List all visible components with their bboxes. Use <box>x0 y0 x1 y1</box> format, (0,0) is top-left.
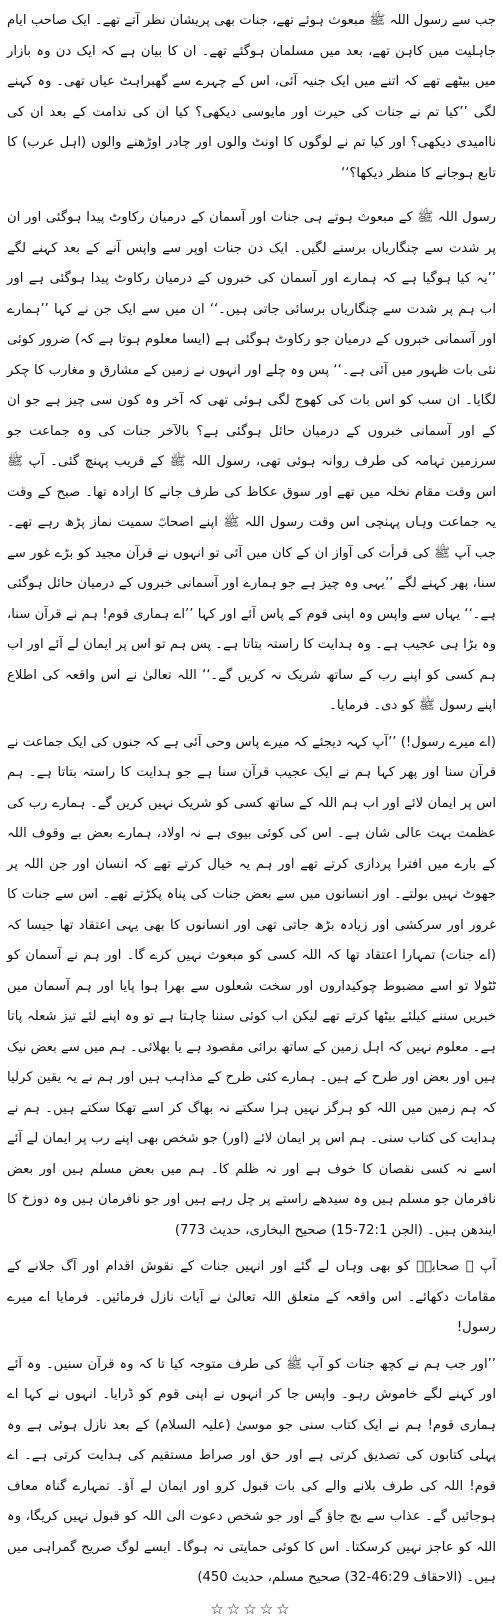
paragraph-jinn-kahin-account: جب سے رسول اللہ ﷺ مبعوث ہوئے تھے، جنات بھی پریشان نظر آتے تھے۔ ایک صاحب ایام جاہلیت میں کاہن تھے، بعد میں مسلمان ہوگئے تھے۔ ان کا بیان ہے کہ ایک دن وہ بازار میں بیٹھے تھے کہ اتنے میں ایک جنیہ آئی، اس کے چہرے سے گھبراہٹ عیاں تھی۔ وہ کہنے لگی ’’کیا تم نے جنات کی حیرت اور مایوسی دیکھی؟ کیا ان کی ندامت کے بعد ان کی ناامیدی دیکھی؟ اور کیا تم نے لوگوں کا اونٹ والوں اور چادر اوڑھنے والوں (اہل عرب) کا تابع ہوجانے کا منظر دیکھا؟‘‘ <box>7 13 496 181</box>
paragraph-jinn-hear-quran: رسول اللہ ﷺ کے مبعوث ہوتے ہی جنات اور آسمان کے درمیان رکاوٹ پیدا ہوگئی اور ان پر شدت سے چنگاریاں برسنے لگیں۔ ایک دن جنات اوپر سے واپس آنے کے بعد کہنے لگے ’’یہ کیا ہوگیا ہے کہ ہمارے اور آسمان کی خبروں کے درمیان رکاوٹ پیدا ہوگئی ہے اور اب ہم پر شدت سے چنگاریاں برسائی جاتی ہیں۔‘‘ ان میں سے ایک جن نے کہا ’’ہمارے اور آسمانی خبروں کے درمیان جو رکاوٹ ہوگئی ہے (ایسا معلوم ہوتا ہے کہ) ضرور کوئی نئی بات ظہور میں آئی ہے۔‘‘ پس وہ چلے اور انہوں نے زمین کے مشارق و مغارب کا چکر لگایا۔ ان سب کو اس بات کی کھوج لگی ہوئی تھی کہ آخر وہ کون سی چیز ہے جو ان کے اور آسمانی خبروں کے درمیان حائل ہوگئی ہے؟ بالآخر جنات کی وہ جماعت جو سرزمین تہامہ کی طرف روانہ ہوئی تھی، رسول اللہ ﷺ کے قریب پہنچ گئی۔ آپ ﷺ اس وقت مقام نخلہ میں تھے اور سوق عکاظ کی طرف جانے کا ارادہ تھا۔ صبح کے وقت یہ جماعت وہاں پہنچی اس وقت رسول اللہ ﷺ اپنے اصحابؓ سمیت نماز پڑھ رہے تھے۔ جب آپ ﷺ کی قرأت کی آواز ان کے کان میں آئی تو انہوں نے قرآن مجید کو بڑے غور سے سنا، پھر کہنے لگے ’’یہی وہ چیز ہے جو ہمارے اور آسمانی خبروں کے درمیان حائل ہوگئی ہے۔‘‘ یہاں سے واپس وہ اپنی قوم کے پاس آئے اور کہا ’’اے ہماری قوم! ہم نے قرآن سنا، وہ بڑا ہی عجیب ہے۔ وہ ہدایت کا راستہ بتاتا ہے۔ پس ہم تو اس پر ایمان لے آئے اور اب ہم کسی کو اپنے رب کے ساتھ شریک نہ کریں گے۔‘‘ اللہ تعالیٰ نے اس واقعہ کی اطلاع اپنے رسول ﷺ کو دی۔ فرمایا۔ <box>7 210 496 713</box>
paragraph-surah-jinn-quote: (اے میرے رسول!) ’’آپ کہہ دیجئے کہ میرے پاس وحی آئی ہے کہ جنوں کی ایک جماعت نے قرآن سنا اور پھر کہا ہم نے ایک عجیب قرآن سنا ہے جو ہدایت کا راستہ بتاتا ہے۔ ہم اس پر ایمان لائے اور اب ہم اللہ کے ساتھ کسی کو شریک نہیں کریں گے۔ ہمارے رب کی عظمت بہت عالی شان ہے۔ اس کی کوئی بیوی ہے نہ اولاد، ہمارے بعض بے وقوف اللہ کے بارے میں افترا پردازی کرتے تھے اور ہم یہ خیال کرتے تھے کہ انسان اور جن اللہ پر جھوٹ نہیں بولتے۔ اور انسانوں میں سے بعض جنات کی پناہ پکڑتے تھے۔ اس سے جنات کا غرور اور سرکشی اور زیادہ بڑھ جاتی تھی اور انسانوں کا بھی یہی اعتقاد تھا جیسا کہ (اے جنات) تمہارا اعتقاد تھا کہ اللہ کسی کو مبعوث نہیں کرے گا۔ اور ہم نے آسمان کو ٹٹولا تو اسے مضبوط چوکیداروں اور سخت شعلوں سے بھرا ہوا پایا اور ہم آسمان میں خبریں سننے کیلئے بیٹھا کرتے تھے لیکن اب کوئی سننا چاہتا ہے تو وہ اپنے لئے تیز شعلہ پاتا ہے۔ معلوم نہیں کہ اہل زمین کے ساتھ برائی مقصود ہے یا بھلائی۔ ہم میں سے بعض نیک ہیں اور بعض اور طرح کے ہیں۔ ہمارے کئی طرح کے مذاہب ہیں اور ہم نے یہ یقین کرلیا کہ ہم زمین میں اللہ کو ہرگز نہیں ہرا سکتے نہ بھاگ کر اسے تھکا سکتے ہیں۔ ہم نے ہدایت کی کتاب سنی۔ ہم اس پر ایمان لائے (اور) جو شخص بھی اپنے رب پر ایمان لے آئے اسے نہ کسی نقصان کا خوف ہے اور نہ ظلم کا۔ ہم میں بعض مسلم ہیں اور بعض نافرمان جو مسلم ہیں وہ سیدھے راستے پر چل رہے ہیں اور جو نافرمان ہیں وہ دوزخ کا ایندھن ہیں۔ (الجن 72:1-15) صحیح البخاری، حدیث 773) <box>7 734 496 1238</box>
paragraph-surah-ahqaf-quote: ’’اور جب ہم نے کچھ جنات کو آپ ﷺ کی طرف متوجہ کیا تا کہ وہ قرآن سنیں۔ وہ آئے اور کہنے لگے خاموش رہو۔ واپس جا کر انہوں نے اپنی قوم کو ڈرایا۔ انہوں نے کہا اے ہماری قوم! ہم نے ایک کتاب سنی جو موسیٰ (علیہ السلام) کے بعد نازل ہوئی ہے وہ پہلی کتابوں کی تصدیق کرتی ہے اور حق اور صراط مستقیم کی ہدایت کرتی ہے۔ اے قوم! اللہ کی طرف بلانے والے کی بات قبول کرو اور ایمان لے آؤ۔ تمہارے گناہ معاف ہوجائیں گے۔ عذاب سے بچ جاؤ گے اور جو شخص دعوت الی اللہ کو قبول نہیں کریگا، وہ اللہ کو عاجز نہیں کرسکتا۔ اس کا کوئی حمایتی نہ ہوگا۔ ایسے لوگ صریح گمراہی میں ہیں۔ (الاحقاف 46:29-32) صحیح مسلم، حدیث 450) <box>7 1356 496 1585</box>
paragraph-prophet-shows-traces: آپ ﷺ صحابہؓ کو بھی وہاں لے گئے اور انہیں جنات کے نقوش اقدام اور آگ جلانے کے مقامات دکھائے۔ اس واقعہ کے متعلق اللہ تعالیٰ نے آیات نازل فرمائیں۔ فرمایا اے میرے رسول! <box>7 1259 496 1335</box>
star-separator: ☆☆☆☆☆ <box>210 1599 293 1618</box>
